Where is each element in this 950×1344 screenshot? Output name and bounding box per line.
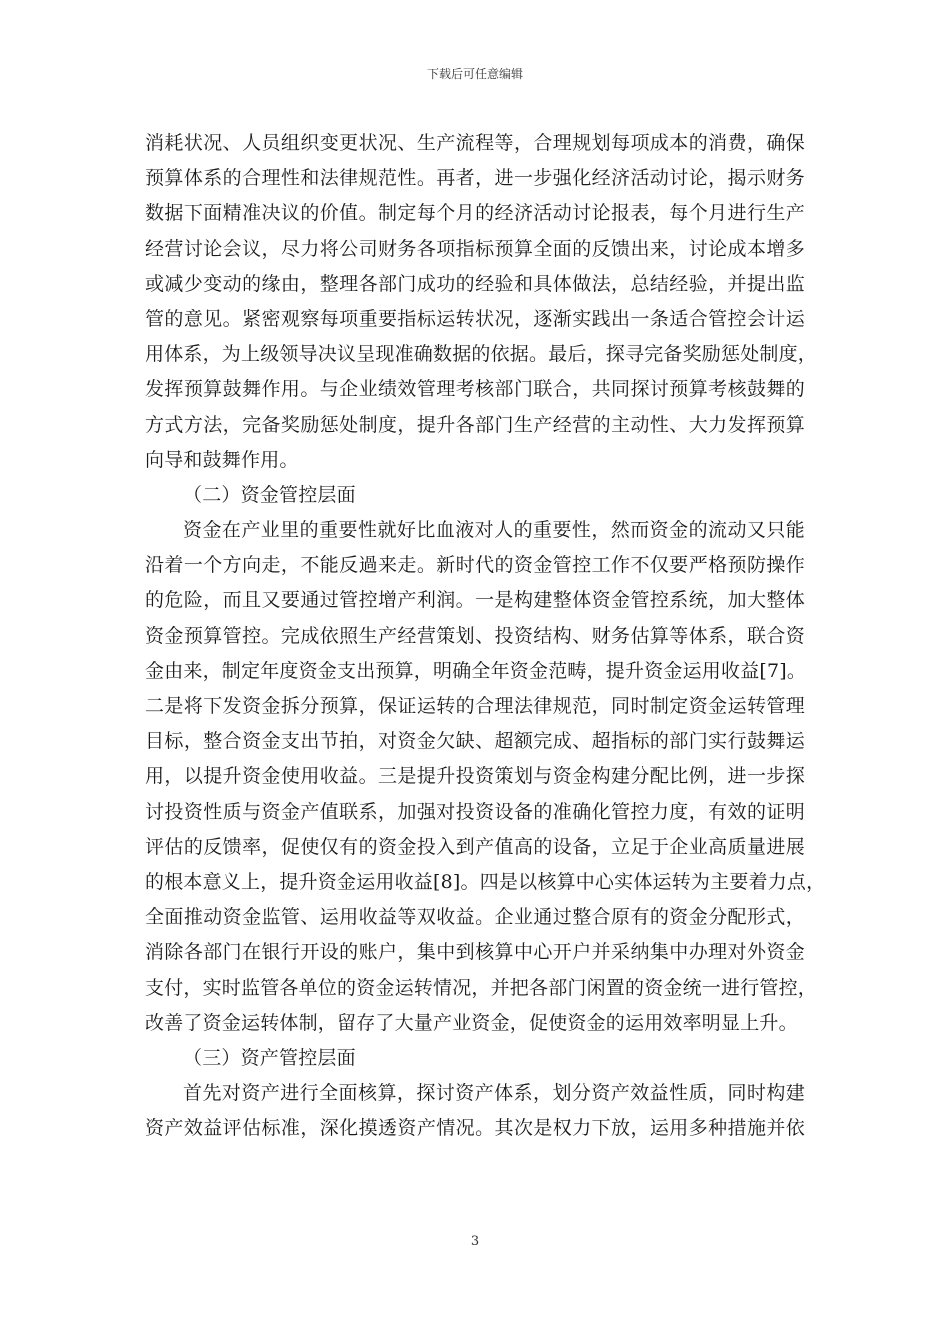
text-line: 数据下面精准决议的价值。制定每个月的经济活动讨论报表，每个月进行生产 (145, 202, 805, 225)
text-line: 目标，整合资金支出节拍，对资金欠缺、超额完成、超指标的部门实行鼓舞运 (145, 730, 805, 753)
text-line: 改善了资金运转体制，留存了大量产业资金，促使资金的运用效率明显上升。 (145, 1011, 798, 1034)
document-body (145, 126, 826, 1146)
text-line: 用，以提升资金使用收益。三是提升投资策划与资金构建分配比例，进一步探 (145, 765, 805, 788)
text-line: 发挥预算鼓舞作用。与企业绩效管理考核部门联合，共同探讨预算考核鼓舞的 (145, 378, 805, 401)
section-heading-assets: （三）资产管控层面 (183, 1046, 356, 1069)
text-line: 向导和鼓舞作用。 (145, 448, 299, 471)
page-number: 3 (470, 1234, 480, 1249)
text-line: 资产效益评估标准，深化摸透资产情况。其次是权力下放，运用多种措施并依 (145, 1117, 805, 1140)
text-line: 资金预算管控。完成依照生产经营策划、投资结构、财务估算等体系，联合资 (145, 624, 805, 647)
text-line: 评估的反馈率，促使仅有的资金投入到产值高的设备，立足于企业高质量进展 (145, 835, 805, 858)
text-line: 二是将下发资金拆分预算，保证运转的合理法律规范，同时制定资金运转管理 (145, 695, 805, 717)
text-line: 讨投资性质与资金产值联系，加强对投资设备的准确化管控力度，有效的证明 (145, 800, 805, 823)
paragraph-first-line: 资金在产业里的重要性就好比血液对人的重要性，然而资金的流动又只能 (183, 519, 805, 542)
text-line: 的危险，而且又要通过管控增产利润。一是构建整体资金管控系统，加大整体 (145, 589, 805, 612)
text-line: 消耗状况、人员组织变更状况、生产流程等，合理规划每项成本的消费，确保 (145, 132, 805, 154)
text-line: 全面推动资金监管、运用收益等双收益。企业通过整合原有的资金分配形式， (145, 906, 805, 929)
text-line: 支付，实时监管各单位的资金运转情况，并把各部门闲置的资金统一进行管控， (145, 976, 818, 999)
text-line: 或减少变动的缘由，整理各部门成功的经验和具体做法，总结经验，并提出监 (145, 272, 805, 295)
text-line: 消除各部门在银行开设的账户，集中到核算中心开户并采纳集中办理对外资金 (145, 941, 805, 964)
text-line: 的根本意义上，提升资金运用收益[8]。四是以核算中心实体运转为主要着力点， (145, 870, 826, 893)
page-header: 下载后可任意编辑 (426, 67, 523, 81)
text-line: 方式方法，完备奖励惩处制度，提升各部门生产经营的主动性、大力发挥预算 (145, 413, 805, 436)
text-line: 经营讨论会议，尽力将公司财务各项指标预算全面的反馈出来，讨论成本增多 (145, 237, 805, 260)
text-line: 沿着一个方向走，不能反過来走。新时代的资金管控工作不仅要严格预防操作 (145, 554, 805, 577)
paragraph-first-line: 首先对资产进行全面核算，探讨资产体系，划分资产效益性质，同时构建 (183, 1082, 805, 1105)
text-line: 管的意见。紧密观察每项重要指标运转状况，逐渐实践出一条适合管控会计运 (145, 307, 805, 330)
text-line: 用体系，为上级领导决议呈现准确数据的依据。最后，探寻完备奖励惩处制度， (145, 343, 818, 366)
text-line: 预算体系的合理性和法律规范性。再者，进一步强化经济活动讨论，揭示财务 (145, 167, 805, 190)
section-heading-capital: （二）资金管控层面 (183, 483, 356, 506)
text-line: 金由来，制定年度资金支出预算，明确全年资金范畴，提升资金运用收益[7]。 (145, 659, 807, 682)
